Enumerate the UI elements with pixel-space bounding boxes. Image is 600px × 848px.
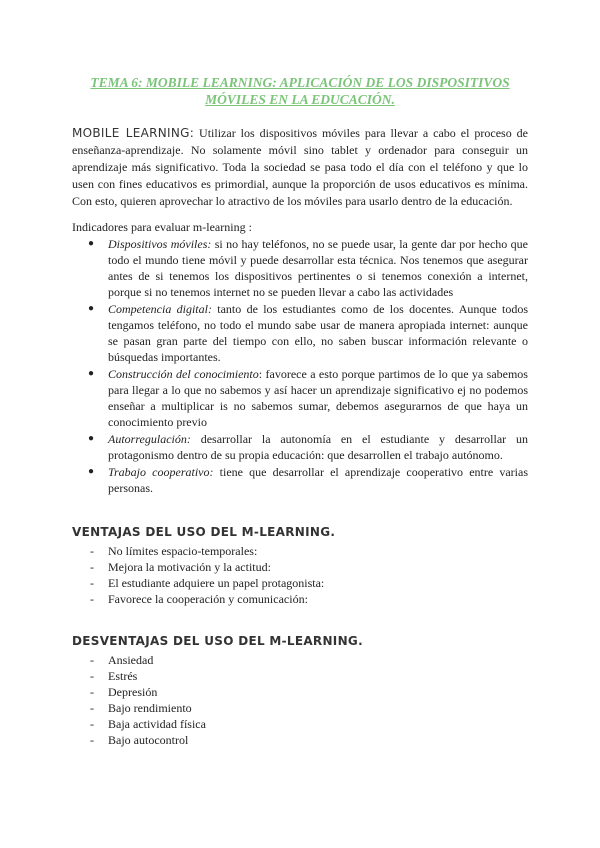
ventajas-heading: VENTAJAS DEL USO DEL M-LEARNING. [72,525,336,539]
item-term: Trabajo cooperativo: [108,465,214,479]
item-text: El estudiante adquiere un papel protagonista: [108,576,325,590]
bullet-icon: ● [88,368,95,379]
bullet-icon: ● [88,238,95,249]
title-line-2: MÓVILES EN LA EDUCACIÓN. [205,92,395,107]
list-item [72,464,528,496]
list-item [72,700,528,716]
list-item [72,301,528,365]
page-title [72,74,528,108]
desventajas-list [72,652,528,748]
list-item [72,652,528,668]
intro-paragraph [72,125,528,210]
item-term: Construcción del conocimiento [108,367,259,381]
dash-icon: - [90,701,94,715]
item-text: Depresión [108,685,158,699]
item-text: desarrollar la autonomía en el estudiante y desarrollar un protagonismo dentro de su propia educación: que desarrollen el trabajo autónomo. [108,432,528,462]
indicadores-label: Indicadores para evaluar m-learning : [72,220,252,234]
ventajas-list [72,543,528,607]
dash-icon: - [90,576,94,590]
dash-icon: - [90,733,94,747]
title-line-1: TEMA 6: MOBILE LEARNING: APLICACIÓN DE LOS DISPOSITIVOS [90,75,510,90]
list-item [72,543,528,559]
list-item [72,575,528,591]
list-item [72,591,528,607]
list-item [72,366,528,430]
dash-icon: - [90,592,94,606]
indicadores-list [72,236,528,497]
list-item [72,716,528,732]
item-text: tanto de los estudiantes como de los docentes. Aunque todos tengamos teléfono, no todo el mundo sabe usar de manera apropiada internet: aunque se pasan gran parte del tiempo con ello, no saben buscar información relevante o búsquedas importantes. [108,302,529,364]
intro-text: Utilizar los dispositivos móviles para llevar a cabo el proceso de enseñanza-aprendizaje. No solamente móvil sino tablet y ordenador para conseguir un aprendizaje más significativo. Toda la sociedad se pasa todo el día con el teléfono y que lo usen con fines educativos es primordial, aunque la proporción de usos educativos es mínima. Con esto, quieren aprovechar lo atractivo de los móviles para usarlo dentro de la educación. [72,126,528,208]
list-item [72,431,528,463]
item-text: Bajo rendimiento [108,701,192,715]
dash-icon: - [90,653,94,667]
bullet-icon: ● [88,433,95,444]
list-item [72,732,528,748]
desventajas-heading: DESVENTAJAS DEL USO DEL M-LEARNING. [72,634,363,648]
item-text: Bajo autocontrol [108,733,189,747]
item-text: Estrés [108,669,138,683]
dash-icon: - [90,544,94,558]
list-item [72,559,528,575]
item-text: : favorece a esto porque partimos de lo que ya sabemos para llegar a lo que no sabemos y así hacer un aprendizaje significativo ej no podemos enseñar a multiplicar is no sabemos sumar, debemos asegurarnos de que haya un conocimiento previo [108,367,528,429]
bullet-icon: ● [88,303,95,314]
item-text: si no hay teléfonos, no se puede usar, la gente dar por hecho que todo el mundo tiene móvil y puede desarrollar esta técnica. Nos tenemos que asegurar antes de si tenemos los dispositivos pertinentes o si tenemos conexión a internet, porque si no tenemos internet no se pueden llevar a cabo las actividades [108,237,529,299]
item-text: Baja actividad física [108,717,206,731]
dash-icon: - [90,685,94,699]
intro-lead: MOBILE LEARNING: [72,126,195,140]
dash-icon: - [90,560,94,574]
item-text: Favorece la cooperación y comunicación: [108,592,308,606]
dash-icon: - [90,717,94,731]
item-text: Mejora la motivación y la actitud: [108,560,271,574]
item-term: Autorregulación: [108,432,191,446]
item-term: Dispositivos móviles: [108,237,212,251]
bullet-icon: ● [88,466,95,477]
item-text: Ansiedad [108,653,154,667]
list-item [72,684,528,700]
list-item [72,668,528,684]
dash-icon: - [90,669,94,683]
item-text: tiene que desarrollar el aprendizaje cooperativo entre varias personas. [108,465,529,495]
item-term: Competencia digital: [108,302,212,316]
item-text: No límites espacio-temporales: [108,544,258,558]
list-item [72,236,528,300]
